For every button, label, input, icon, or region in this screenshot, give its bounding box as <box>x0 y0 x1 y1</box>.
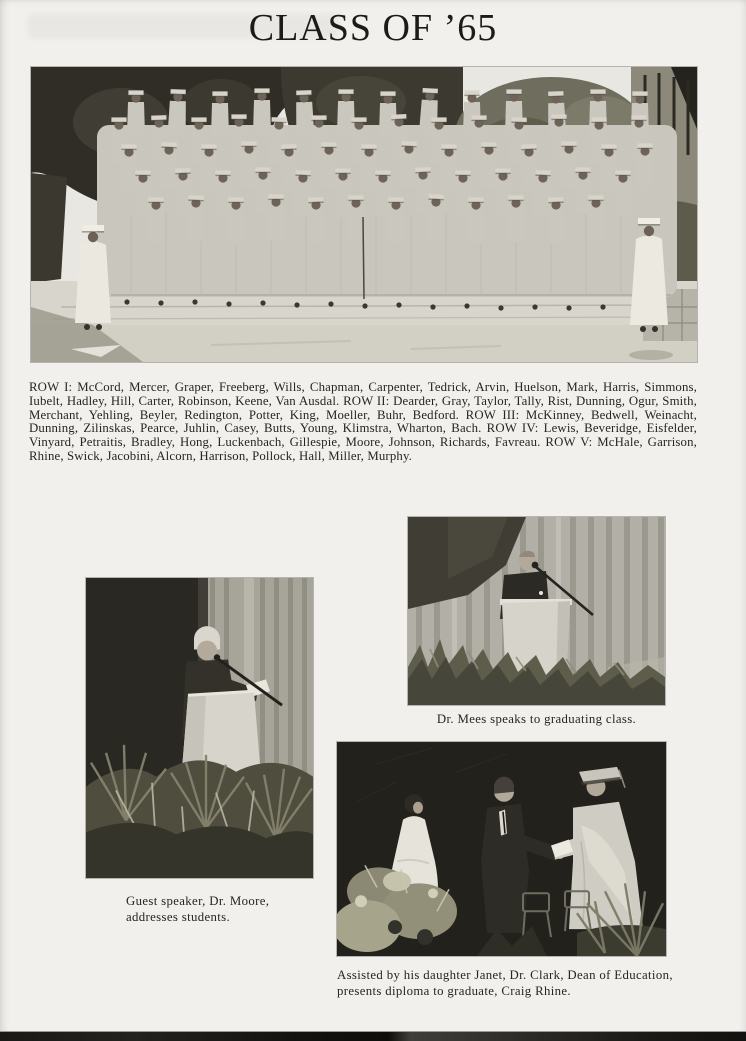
caption-line: presents diploma to graduate, Craig Rhine. <box>337 983 571 998</box>
moore-photo-art <box>86 578 313 878</box>
group-photo-art <box>31 67 697 362</box>
scan-edge-strip <box>0 1031 746 1041</box>
photo-dr-mees-podium <box>408 517 665 705</box>
caption-diploma-presentation <box>337 968 717 999</box>
diploma-photo-art <box>337 742 666 956</box>
photo-diploma-presentation <box>337 742 666 956</box>
graduates-rows <box>97 88 677 311</box>
mees-photo-art <box>408 517 665 705</box>
caption-dr-mees: Dr. Mees speaks to graduating class. <box>436 712 637 726</box>
caption-line: Assisted by his daughter Janet, Dr. Clark, Dean of Education, <box>337 968 673 982</box>
photo-dr-moore-podium <box>86 578 313 878</box>
photo-graduating-class-group <box>31 67 697 362</box>
caption-line: addresses students. <box>126 909 231 924</box>
caption-line: Guest speaker, Dr. Moore, <box>126 894 270 908</box>
page-title: CLASS OF ’65 <box>248 7 498 49</box>
class-roster-text: ROW I: McCord, Mercer, Graper, Freeberg, Wills, Chapman, Carpenter, Tedrick, Arvin, Huelson, Mark, Harris, Simmons, Iubelt, Hadley, Hill, Carter, Robinson, Keene, Van Ausdal. ROW II: Dearder, Gray, Taylor, Tally, Rist, Dunning, Ogur, Smith, Merchant, Yehling, Beyler, Redington, Potter, King, Moeller, Buhr, Bedford. ROW III: McKinney, Bedwell, Weinacht, Dunning, Zilinskas, Pearce, Juhlin, Casey, Butts, Young, Klimstra, Wharton, Bach. ROW IV: Lewis, Beveridge, Eisfelder, Vinyard, Petraitis, Bradley, Hong, Luckenbach, Gillespie, Moore, Johnson, Richards, Favreau. ROW V: McHale, Garrison, Rhine, Swick, Jacobini, Alcorn, Harrison, Pollock, Hall, Miller, Murphy. <box>29 380 697 463</box>
